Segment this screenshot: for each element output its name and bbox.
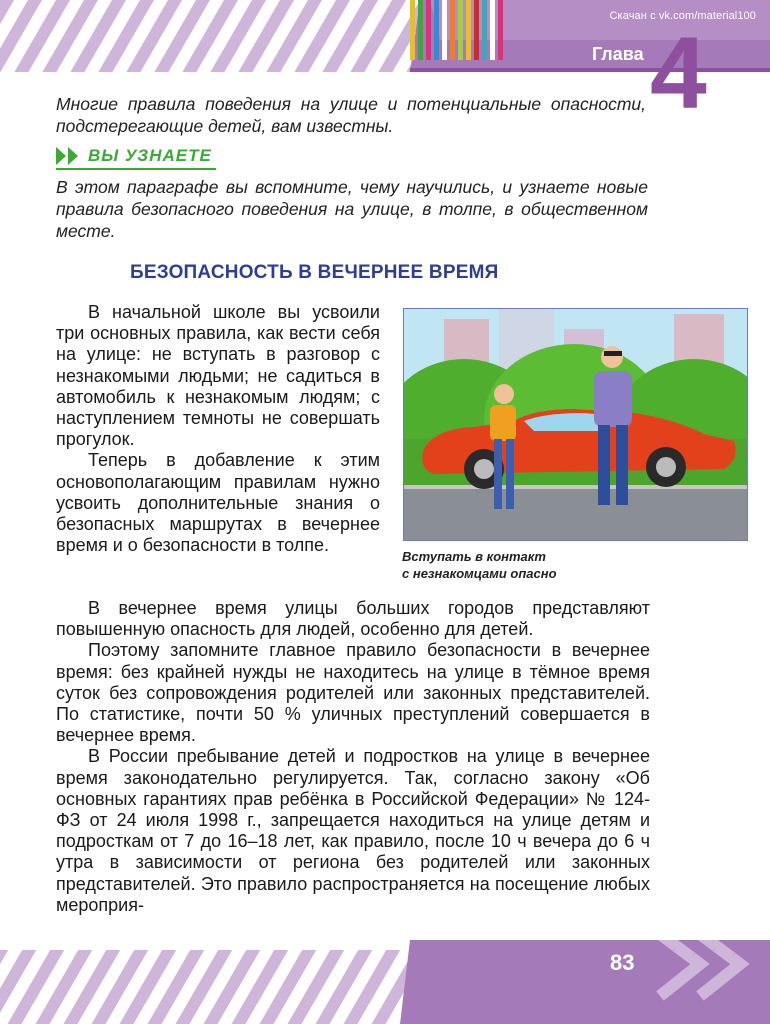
double-arrow-icon bbox=[56, 147, 84, 165]
you-learn-heading bbox=[56, 144, 226, 170]
section-title: БЕЗОПАСНОСТЬ В ВЕЧЕРНЕЕ ВРЕМЯ bbox=[130, 262, 499, 283]
chapter-label: Глава bbox=[592, 44, 644, 64]
left-column-text bbox=[56, 302, 380, 556]
full-width-text bbox=[56, 598, 650, 916]
illustration-caption bbox=[402, 548, 652, 582]
paragraph: В вечернее время улицы больших городов представляют повышенную опасность для людей, особенно для детей. bbox=[56, 598, 650, 640]
source-note: Скачан с vk.com/material100 bbox=[609, 10, 756, 22]
you-learn-label: ВЫ УЗНАЕТЕ bbox=[88, 146, 212, 165]
footer-decoration bbox=[0, 940, 770, 1024]
caption-line: с незнакомцами опасно bbox=[402, 566, 557, 581]
paragraph: Теперь в добавление к этим основополагающим правилам нужно усвоить дополнительные знания о безопасных маршрутах в вечернее время и о безопасности в толпе. bbox=[56, 450, 380, 556]
chapter-number: 4 bbox=[650, 16, 707, 130]
caption-line: Вступать в контакт bbox=[402, 549, 546, 564]
paragraph: В России пребывание детей и подростков на улице в вечернее время законодательно регулируется. Так, согласно закону «Об основных гарантиях прав ребёнка в Российской Федерации» № 124-ФЗ от 24 июля 1998 г., запрещается находиться на улице детям и подросткам от 7 до 16–18 лет, как правило, после 10 ч вечера до 6 ч утра в зависимости от региона без родителей или законных представителей. Это правило распространяется на посещение любых мероприя- bbox=[56, 746, 650, 915]
illustration-stranger-car bbox=[403, 308, 748, 541]
paragraph: Поэтому запомните главное правило безопасности в вечернее время: без крайней нужды не находитесь на улице в тёмное время суток без сопровождения родителей или законных представителей. По статистике, почти 50 % уличных преступлений совершается в вечернее время. bbox=[56, 640, 650, 746]
page-number: 83 bbox=[610, 950, 635, 975]
intro-text: Многие правила поведения на улице и потенциальные опасности, подстерегающие детей, вам известны. bbox=[56, 94, 646, 136]
page-footer bbox=[0, 940, 770, 1024]
paragraph: В начальной школе вы усвоили три основных правила, как вести себя на улице: не вступать в разговор с незнакомыми людьми; не садиться в автомобиль к незнакомым людям; с наступлением темноты не совершать прогулок. bbox=[56, 302, 380, 450]
you-learn-text: В этом параграфе вы вспомните, чему научились, и узнаете новые правила безопасного поведения на улице, в толпе, в общественном месте. bbox=[56, 177, 648, 241]
you-learn-underline bbox=[56, 168, 216, 170]
